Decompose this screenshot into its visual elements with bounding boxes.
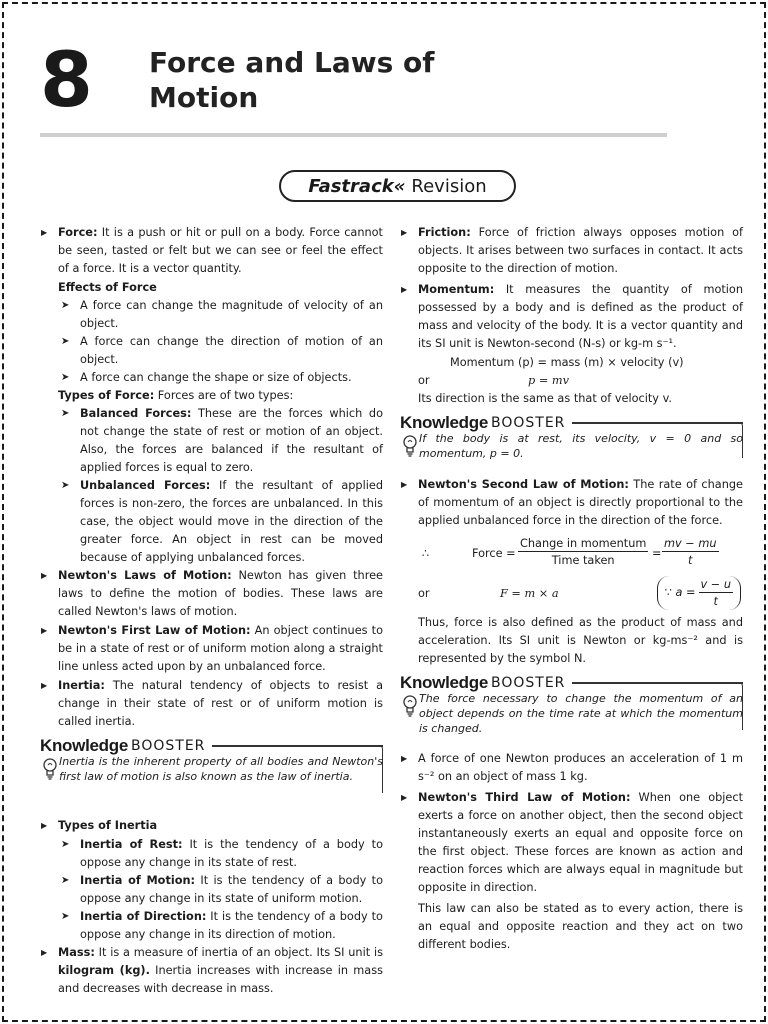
inertia-of-motion-item: ➤ Inertia of Motion: It is the tendency of a body to oppose any change in its state of uniform motion. — [40, 872, 383, 908]
first-law-bullet: ▶ Newton's First Law of Motion: An object continues to be in a state of rest or of uniform motion along a straight line unless acted upon by an unbalanced force. — [40, 622, 383, 676]
chapter-title-line-1: Force and Laws of — [149, 46, 435, 79]
booster-text: If the body is at rest, its velocity, v = 0 and so momentum, p = 0. — [419, 432, 743, 460]
left-column — [40, 224, 383, 999]
knowledge-booster-box — [40, 735, 383, 811]
effect-item: ➤ A force can change the shape or size of objects. — [40, 369, 383, 387]
thus-force-paragraph: Thus, force is also defined as the product of mass and acceleration. Its SI unit is Newton or kg-ms⁻² and is represented by the symbol N. — [418, 616, 743, 665]
momentum-short-formula: or p = mv — [418, 374, 569, 387]
friction-bullet: ▶ Friction: Force of friction always opposes motion of objects. It arises between two surfaces in contact. It acts opposite to the direction of motion. — [400, 224, 743, 278]
unbalanced-forces-item: ➤ Unbalanced Forces: If the resultant of applied forces is non-zero, the forces are unbalanced. In this case, the object would move in the direction of the greater force. An object in rest can be moved because of applying unbalanced forces. — [40, 477, 383, 567]
booster-text: The force necessary to change the momentum of an object depends on the time rate at which the momentum is changed. — [419, 692, 743, 735]
inertia-bullet: ▶ Inertia: The natural tendency of objects to resist a change in their state of rest or of uniform motion is called inertia. — [40, 677, 383, 731]
types-of-force: Types of Force: Forces are of two types: — [58, 389, 294, 402]
direction-line: Its direction is the same as that of velocity v. — [418, 392, 672, 405]
lightbulb-icon — [402, 433, 418, 459]
force-equation: ∴ Force = Change in momentum Time taken = $\frac{mv - mu}{t}$ — [422, 537, 717, 567]
inertia-of-direction-item: ➤ Inertia of Direction: It is the tendency of a body to oppose any change in its direction of motion. — [40, 908, 383, 944]
booster-label: BOOSTER — [130, 738, 206, 754]
lightbulb-icon — [402, 693, 418, 719]
chapter-number: 8 — [40, 35, 93, 124]
booster-label: BOOSTER — [490, 675, 566, 691]
booster-rule — [572, 682, 743, 684]
knowledge-booster-box — [400, 672, 743, 744]
knowledge-label: Knowledge — [40, 736, 128, 755]
booster-rule — [572, 422, 743, 424]
knowledge-label: Knowledge — [400, 413, 488, 432]
title-divider — [40, 133, 667, 137]
momentum-bullet: ▶ Momentum: It measures the quantity of motion possessed by a body and is defined as the product of mass and velocity of the body. It is a vector quantity and its SI unit is Newton-second (N-s) or kg-m s⁻¹. — [400, 281, 743, 353]
one-newton-bullet: ▶ A force of one Newton produces an acceleration of 1 m s⁻² on an object of mass 1 kg. — [400, 750, 743, 786]
chapter-title-line-2: Motion — [149, 81, 259, 114]
chapter-title — [149, 45, 434, 115]
force-bullet: ▶ Force: It is a push or hit or pull on a body. Force cannot be seen, tasted or felt but we can see or feel the effect of a force. It is a vector quantity. — [40, 224, 383, 278]
momentum-formula: Momentum (p) = mass (m) × velocity (v) — [450, 356, 684, 369]
booster-text: Inertia is the inherent property of all bodies and Newton's first law of motion is also known as the law of inertia. — [59, 755, 383, 783]
newtons-laws-bullet: ▶ Newton's Laws of Motion: Newton has given three laws to define the motion of bodies. These laws are called Newton's laws of motion. — [40, 567, 383, 621]
mass-bullet: ▶ Mass: It is a measure of inertia of an object. Its SI unit is kilogram (kg). Inertia increases with increase in mass and decreases with decrease in mass. — [40, 944, 383, 998]
right-column — [400, 224, 743, 954]
law-stated-paragraph: This law can also be stated as to every action, there is an equal and opposite reaction and they act on two different bodies. — [418, 902, 743, 951]
lightbulb-icon — [42, 756, 58, 782]
acceleration-definition: ∵ a = $\frac{v - u}{t}$ — [657, 576, 741, 610]
effect-item: ➤ A force can change the direction of motion of an object. — [40, 333, 383, 369]
third-law-bullet: ▶ Newton's Third Law of Motion: When one object exerts a force on another object, then the second object instantaneously exerts an equal and opposite force on the first object. These forces are known as action and reaction forces which are always equal in magnitude but opposite in direction. — [400, 789, 743, 897]
second-law-bullet: ▶ Newton's Second Law of Motion: The rate of change of momentum of an object is directly proportional to the applied unbalanced force in the direction of the force. — [400, 476, 743, 530]
types-of-inertia-bullet: ▶ Types of Inertia — [40, 817, 383, 835]
revision-label: Revision — [411, 175, 487, 197]
effect-item: ➤ A force can change the magnitude of velocity of an object. — [40, 297, 383, 333]
booster-rule — [212, 745, 383, 747]
knowledge-booster-box — [400, 412, 743, 470]
effects-heading: Effects of Force — [58, 281, 157, 294]
knowledge-label: Knowledge — [400, 673, 488, 692]
balanced-forces-item: ➤ Balanced Forces: These are the forces which do not change the state of rest or motion of an object. Also, the forces are balanced if the resultant of applied forces is equal to zero. — [40, 405, 383, 477]
fastrack-brand: Fastrack« — [308, 175, 406, 197]
booster-label: BOOSTER — [490, 415, 566, 431]
fastrack-revision-badge — [279, 170, 516, 202]
inertia-of-rest-item: ➤ Inertia of Rest: It is the tendency of a body to oppose any change in its state of rest. — [40, 836, 383, 872]
newton-second-law-equation: or F = m × a ∵ a = $\frac{v - u}{t}$ — [400, 576, 743, 612]
